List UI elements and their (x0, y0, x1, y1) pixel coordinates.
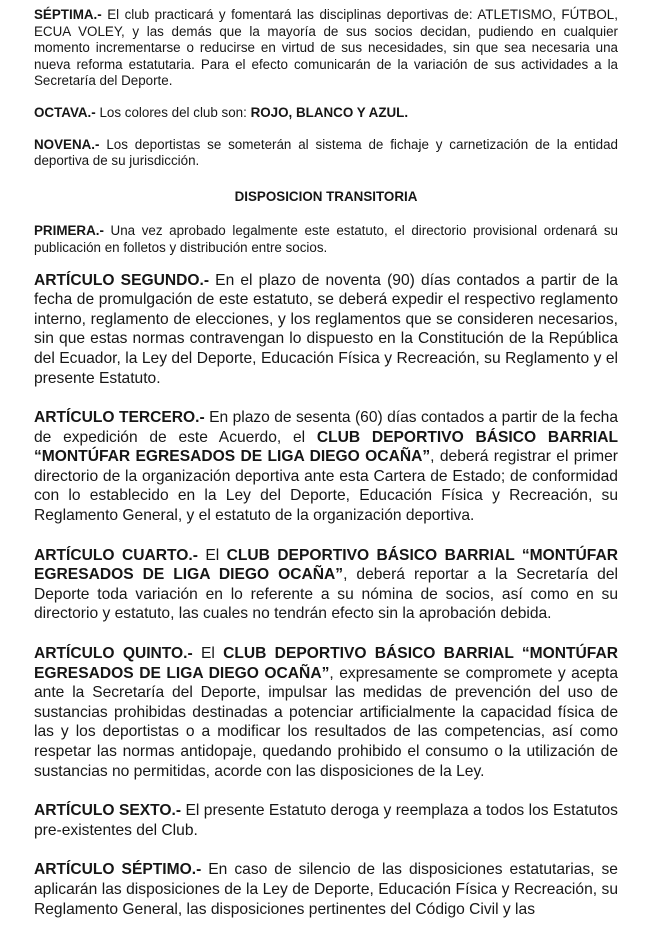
article-sexto (34, 801, 618, 840)
article-text-cont: , deberá reportar a la Secretaría del Deporte toda variación en lo referente a su nómina de socios, así como en su directorio y estatuto, las cuales no tendrán efecto sin la aprobación debida. (34, 566, 618, 623)
article-label: ARTÍCULO SEXTO.- (34, 802, 182, 820)
clause-novena (34, 137, 618, 170)
article-text: En el plazo de noventa (90) días contados a partir de la fecha de promulgación de este estatuto, se deberá expedir el respectivo reglamento interno, reglamento de elecciones, y los reglamentos que se consideren necesarios, sin que estas normas contravengan lo dispuesto en la Constitución de la República del Ecuador, la Ley del Deporte, Educación Física y Recreación, su Reglamento y el presente Estatuto. (34, 271, 618, 387)
article-label: ARTÍCULO SEGUNDO.- (34, 271, 210, 289)
article-segundo (34, 271, 618, 389)
article-text: El (205, 546, 220, 564)
clause-text: El club practicará y fomentará las disciplinas deportivas de: ATLETISMO, FÚTBOL, ECUA VOLEY, y las demás que la mayoría de sus socios decidan, pudiendo en cualquier momento incrementarse o reducirse en virtud de sus necesidades, sin que sea necesaria una nueva reforma estatutaria. Para el efecto comunicarán de la variación de sus actividades a la Secretaría del Deporte. (34, 7, 618, 89)
clause-label: PRIMERA.- (34, 223, 104, 239)
clause-text: Los deportistas se someterán al sistema de fichaje y carnetización de la entidad deportiva de su jurisdicción. (34, 136, 618, 169)
clause-text: Una vez aprobado legalmente este estatuto, el directorio provisional ordenará su publicación en folletos y distribución entre socios. (34, 223, 618, 255)
section-heading: DISPOSICION TRANSITORIA (234, 188, 418, 204)
club-colors: ROJO, BLANCO Y AZUL. (250, 104, 409, 120)
article-tercero (34, 408, 618, 526)
clause-label: SÉPTIMA.- (34, 7, 102, 22)
article-text: El (200, 645, 215, 663)
article-quinto (34, 644, 618, 781)
article-text: En plazo de sesenta (60) días contados a partir de la fecha de expedición de este Acuerdo, el (34, 409, 618, 446)
clause-septima (34, 7, 618, 90)
article-label: ARTÍCULO SÉPTIMO.- (34, 861, 202, 879)
article-septimo (34, 860, 618, 919)
clause-text: Los colores del club son: (99, 104, 247, 120)
article-text-cont: , deberá registrar el primer directorio de la organización deportiva ante esta Cartera de Estado; de conformidad con lo establecido en la Ley del Deporte, Educación Física y Recreación, su Reglamento General, y el estatuto de la organización deportiva. (34, 448, 618, 525)
club-name: CLUB DEPORTIVO BÁSICO BARRIAL “MONTÚFAR EGRESADOS DE LIGA DIEGO OCAÑA” (34, 546, 618, 584)
article-text: El presente Estatuto deroga y reemplaza a todos los Estatutos pre-existentes del Club. (34, 802, 618, 839)
article-label: ARTÍCULO QUINTO.- (34, 645, 193, 663)
article-text: En caso de silencio de las disposiciones estatutarias, se aplicarán las disposiciones de la Ley de Deporte, Educación Física y Recreación, su Reglamento General, las disposiciones pertinentes del Código Civil y las (34, 861, 618, 918)
article-label: ARTÍCULO CUARTO.- (34, 546, 198, 564)
club-name: CLUB DEPORTIVO BÁSICO BARRIAL “MONTÚFAR EGRESADOS DE LIGA DIEGO OCAÑA” (34, 428, 618, 466)
clause-octava (34, 105, 618, 122)
article-cuarto (34, 546, 618, 624)
clause-label: NOVENA.- (34, 136, 100, 152)
document-page (34, 7, 618, 919)
article-label: ARTÍCULO TERCERO.- (34, 409, 205, 427)
clause-label: OCTAVA.- (34, 104, 96, 120)
article-text-cont: , expresamente se compromete y acepta ante la Secretaría del Deporte, impulsar las medidas de prevención del uso de sustancias prohibidas destinadas a potenciar artificialmente la capacidad física de las y los deportistas o a modificar los resultados de las competencias, así como respetar las normas antidopaje, quedando prohibido el consumo o la utilización de sustancias no permitidas, acorde con las disposiciones de la Ley. (34, 664, 618, 780)
clause-primera (34, 223, 618, 256)
club-name: CLUB DEPORTIVO BÁSICO BARRIAL “MONTÚFAR EGRESADOS DE LIGA DIEGO OCAÑA” (34, 645, 618, 682)
